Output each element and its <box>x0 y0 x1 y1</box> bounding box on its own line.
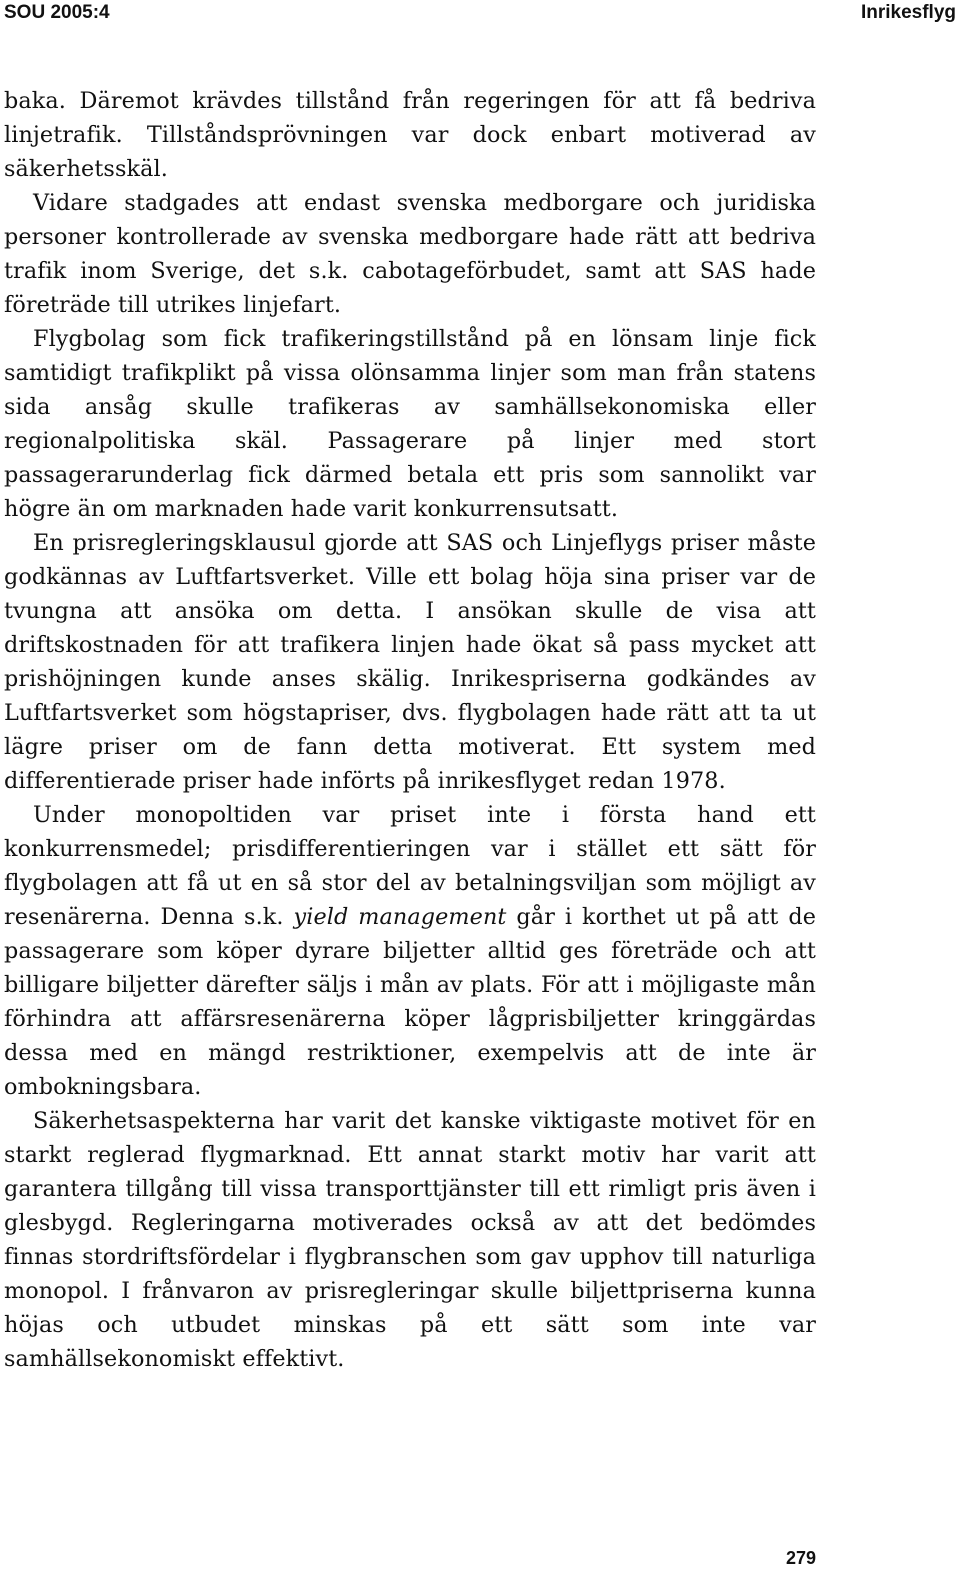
body-text <box>4 84 816 1376</box>
paragraph <box>4 84 816 186</box>
page-header <box>0 0 960 34</box>
text-run: Under monopoltiden var priset inte i första hand ett konkurrensmedel; prisdifferentieringen var i stället ett sätt för flygbolagen att få ut en så stor del av betalningsviljan som möjligt av resenärerna. Denna s.k. <box>4 802 816 930</box>
page-number: 279 <box>785 1548 816 1568</box>
text-run: Säkerhetsaspekterna har varit det kanske viktigaste motivet för en starkt reglerad flygmarknad. Ett annat starkt motiv har varit att garantera tillgång till vissa transporttjänster till ett rimligt pris även i glesbygd. Regleringarna motiverades också av att det bedömdes finnas stordriftsfördelar i flygbranschen som gav upphov till naturliga monopol. I frånvaron av prisregleringar skulle biljettpriserna kunna höjas och utbudet minskas på ett sätt som inte var samhällsekonomiskt effektivt. <box>4 1108 816 1372</box>
section-title: Inrikesflyg <box>860 2 956 23</box>
paragraph <box>4 322 816 526</box>
paragraph <box>4 186 816 322</box>
text-run: baka. Däremot krävdes tillstånd från regeringen för att få bedriva linjetrafik. Tillståndsprövningen var dock enbart motiverad av säkerhetsskäl. <box>4 88 816 182</box>
italic-term: yield management <box>293 904 507 930</box>
text-run: En prisregleringsklausul gjorde att SAS och Linjeflygs priser måste godkännas av Luftfartsverket. Ville ett bolag höja sina priser var de tvungna att ansöka om detta. I ansökan skulle de visa att driftskostnaden för att trafikera linjen hade ökat så pass mycket att prishöjningen kunde anses skälig. Inrikespriserna godkändes av Luftfartsverket som högstapriser, dvs. flygbolagen hade rätt att ta ut lägre priser om de fann detta motiverat. Ett system med differentierade priser hade införts på inrikesflyget redan 1978. <box>4 530 816 794</box>
paragraph <box>4 526 816 798</box>
paragraph <box>4 1104 816 1376</box>
text-run: Vidare stadgades att endast svenska medborgare och juridiska personer kontrollerade av svenska medborgare hade rätt att bedriva trafik inom Sverige, det s.k. cabotageförbudet, samt att SAS hade företräde till utrikes linjefart. <box>4 190 816 318</box>
paragraph <box>4 798 816 1104</box>
text-run: går i korthet ut på att de passagerare som köper dyrare biljetter alltid ges företräde och att billigare biljetter därefter säljs i mån av plats. För att i möjligaste mån förhindra att affärsresenärerna köper lågprisbiljetter kringgärdas dessa med en mängd restriktioner, exempelvis att de inte är ombokningsbara. <box>4 904 817 1100</box>
text-run: Flygbolag som fick trafikeringstillstånd på en lönsam linje fick samtidigt trafikplikt på vissa olönsamma linjer som man från statens sida ansåg skulle trafikeras av samhällsekonomiska eller regionalpolitiska skäl. Passagerare på linjer med stort passagerarunderlag fick därmed betala ett pris som sannolikt var högre än om marknaden hade varit konkurrensutsatt. <box>4 326 816 522</box>
report-number: SOU 2005:4 <box>4 2 110 23</box>
